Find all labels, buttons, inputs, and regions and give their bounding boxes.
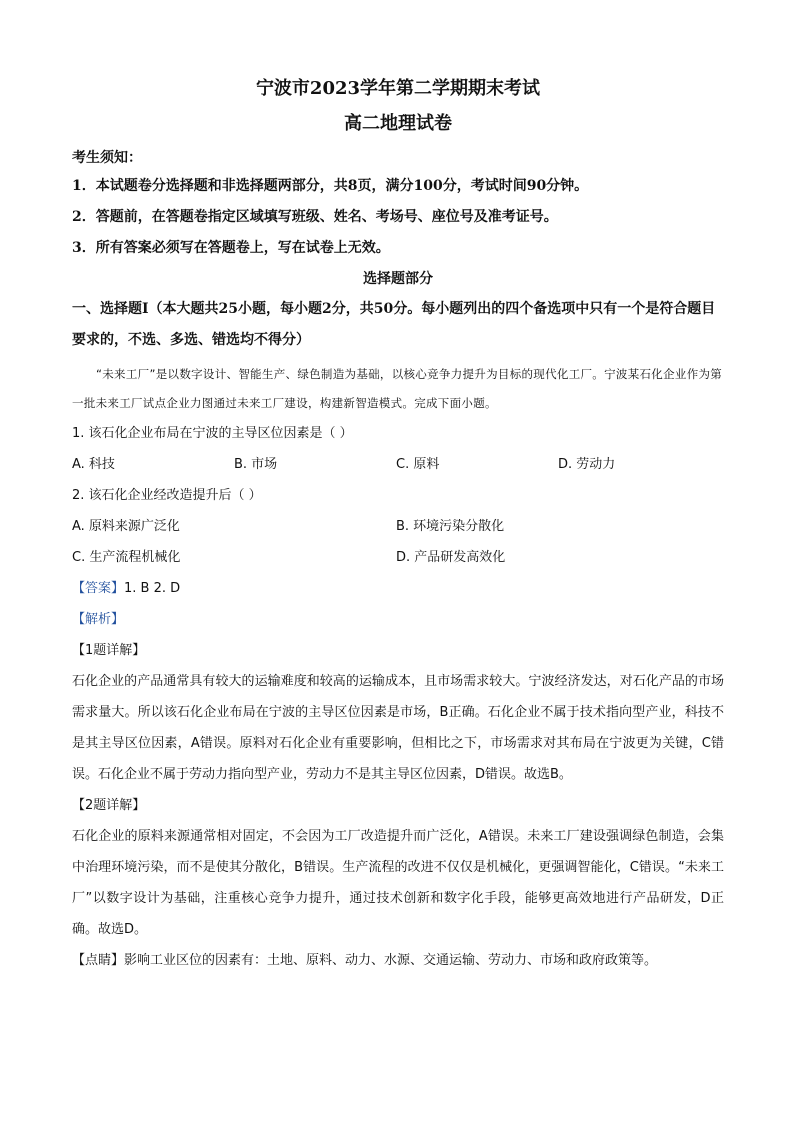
option-b: B. 市场: [234, 457, 278, 472]
answer-label: 【答案】: [72, 581, 125, 596]
option-a: A. 科技: [72, 457, 115, 472]
option-d: D. 劳动力: [558, 457, 616, 472]
key-point-text: 影响工业区位的因素有：土地、原料、动力、水源、交通运输、劳动力、市场和政府政策等。: [124, 953, 658, 968]
analysis-label: 【解析】: [72, 612, 125, 627]
notice-item-3: 3．所有答案必须写在答题卷上，写在试卷上无效。: [72, 240, 390, 256]
part-heading: 一、选择题Ⅰ（本大题共25小题，每小题2分，共50分。每小题列出的四个备选项中只有一个是符合题目要求的，不选、多选、错选均不得分）: [72, 301, 716, 348]
answer-line: [72, 573, 724, 604]
key-point-label: 【点睛】: [72, 953, 125, 968]
exam-subtitle: 高二地理试卷: [344, 113, 452, 134]
reading-material: “未来工厂”是以数字设计、智能生产、绿色制造为基础，以核心竞争力提升为目标的现代化工厂。宁波某石化企业作为第一批未来工厂试点企业力图通过未来工厂建设，构建新智造模式。完成下面小题。: [72, 367, 723, 410]
detail-1-text: 石化企业的产品通常具有较大的运输难度和较高的运输成本，且市场需求较大。宁波经济发达，对石化产品的市场需求量大。所以该石化企业布局在宁波的主导区位因素是市场，B正确。石化企业不属于技术指向型产业，科技不是其主导区位因素，A错误。原料对石化企业有重要影响，但相比之下，市场需求对其布局在宁波更为关键，C错误。石化企业不属于劳动力指向型产业，劳动力不是其主导区位因素，D错误。故选B。: [72, 674, 724, 782]
option-c: C. 原料: [396, 457, 440, 472]
notice-heading: 考生须知：: [72, 150, 142, 166]
key-point: [72, 945, 724, 976]
option-a: A. 原料来源广泛化: [72, 519, 180, 534]
section-title: 选择题部分: [363, 271, 433, 287]
question-2-options-row2: [72, 542, 724, 573]
detail-2-heading: 【2题详解】: [72, 798, 146, 813]
question-1-options: [72, 449, 724, 480]
question-2-stem: 2. 该石化企业经改造提升后（ ）: [72, 488, 262, 503]
analysis-line: [72, 604, 724, 635]
exam-title: 宁波市2023学年第二学期期末考试: [255, 78, 541, 99]
option-b: B. 环境污染分散化: [396, 519, 505, 534]
question-2-options-row1: [72, 511, 724, 542]
notice-item-2: 2．答题前，在答题卷指定区域填写班级、姓名、考场号、座位号及准考证号。: [72, 209, 558, 225]
answer-text: 1. B 2. D: [124, 581, 181, 596]
notice-item-1: 1．本试题卷分选择题和非选择题两部分，共8页，满分100分，考试时间90分钟。: [72, 178, 589, 194]
question-1-stem: 1. 该石化企业布局在宁波的主导区位因素是（ ）: [72, 426, 353, 441]
detail-2-text: 石化企业的原料来源通常相对固定，不会因为工厂改造提升而广泛化，A错误。未来工厂建设强调绿色制造，会集中治理环境污染，而不是使其分散化，B错误。生产流程的改进不仅仅是机械化，更强调智能化，C错误。“未来工厂”以数字设计为基础，注重核心竞争力提升，通过技术创新和数字化手段，能够更高效地进行产品研发，D正确。故选D。: [72, 829, 724, 937]
option-c: C. 生产流程机械化: [72, 550, 181, 565]
detail-1-heading: 【1题详解】: [72, 643, 146, 658]
option-d: D. 产品研发高效化: [396, 550, 506, 565]
